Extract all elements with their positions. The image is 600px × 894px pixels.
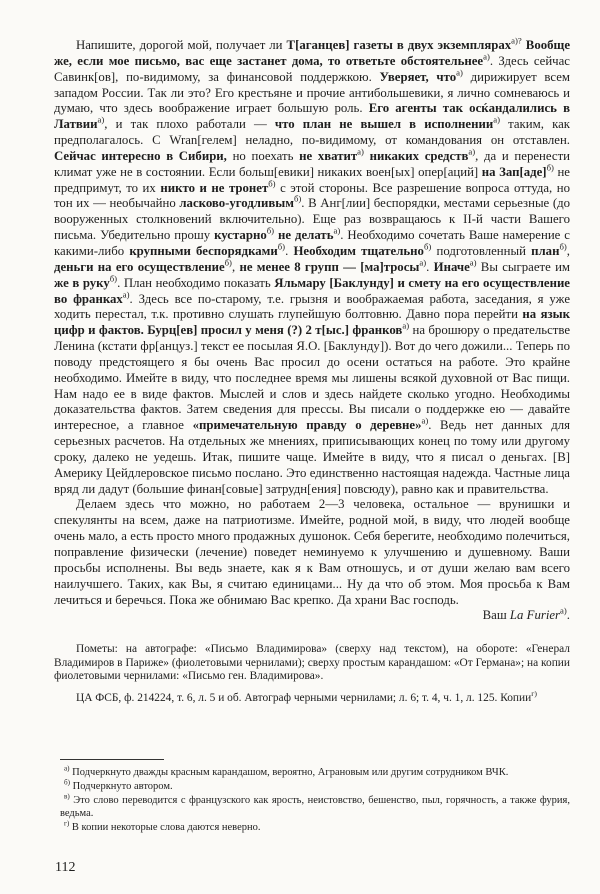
footnote-ref: г) — [531, 689, 537, 699]
text-run: Напишите, дорогой мой, получает ли — [76, 38, 287, 52]
footnote-ref: б) — [546, 162, 554, 173]
text-run: . Здесь все по-старому, т.е. грызня и воображаемая работа, заседания, я уже ходить перестал, т.к. противно слушать глупейшую болтовню. Давно пора перейти — [54, 291, 570, 322]
footnote-divider — [60, 759, 164, 760]
footnote-mark: в) — [64, 792, 70, 801]
footnote — [60, 821, 570, 834]
text-run: . Необходимо сочетать Ваше намерение с какими-либо — [54, 228, 570, 258]
text-run: . В Анг[лии] беспорядки, местами серьезные (до вооруженных столкновений включительно). Еще раз возвращаюсь к II-й части Вашего письма. Убедительно прошу — [54, 196, 570, 243]
footnote-text: Это слово переводится с французского как ярость, неистовство, бешенство, пыл, горячность, а также фурия, ведьма. — [60, 795, 570, 819]
emphasized-text: кустарно — [214, 228, 267, 243]
footnotes — [60, 766, 570, 835]
emphasized-text: на язык цифр и фактов. Бурц[ев] просил у меня (?) 2 т[ыс.] франков — [54, 307, 571, 338]
emphasized-text: Необходим тщательно — [293, 243, 424, 258]
footnote-ref: а) — [560, 606, 567, 617]
letter-paragraph-2: Делаем здесь что можно, но работаем 2—3 человека, остальное — врунишки и спекулянты на всем, даже на патриотизме. Имейте, родной мой, в виду, что людей вообще очень мало, а есть просто много продажных душонок. Себя берегите, необходимо полечиться, поправление физически (лечение) поведет неминуемо к улучшению и душевному. Ваши просьбы исполнены. Вы ведь знаете, как я к Вам отношусь, и от души желаю вам всего наилучшего. Таких, как Вы, я считаю единицами... Ну да что об этом. Моя просьба к Вам лечиться и беречься. Пока же обнимаю Вас крепко. Да храни Вас господь. — [54, 497, 570, 607]
archival-notes — [54, 643, 570, 705]
text-run: . Здесь сейчас Савинк[ов], по-видимому, за финансовой поддержкою. — [54, 53, 570, 84]
text-run: с этой стороны. Все разрешение вопроса оттуда, но тон их — необычайно — [54, 180, 570, 211]
emphasized-text: что план не вышел в исполнении — [274, 117, 494, 132]
footnote-ref: б) — [266, 225, 275, 236]
page-number: 112 — [55, 860, 76, 875]
emphasized-text: Сейчас интересно в Сибири, — [54, 148, 227, 163]
footnote-ref: а) — [357, 146, 364, 157]
footnote-text: Подчеркнуто дважды красным карандашом, вероятно, Аграновым или другим сотрудником ВЧК. — [69, 767, 509, 778]
text-run: . — [426, 259, 434, 274]
emphasized-text: Его агенты так осќандалились в Латвии — [54, 101, 570, 132]
text-run: Вы сыграете им — [476, 259, 571, 274]
emphasized-text: на Зап[аде] — [481, 164, 547, 179]
footnote-ref: а) — [421, 415, 429, 426]
text-run: , — [566, 243, 570, 258]
emphasized-text: не делать — [278, 228, 334, 243]
footnote-text: В копии некоторые слова даются неверно. — [69, 822, 261, 833]
text-run: но поехать — [226, 148, 300, 163]
emphasized-text: никто и не тронет — [160, 180, 269, 195]
footnote-mark: а) — [64, 764, 70, 773]
footnote-ref: б) — [277, 241, 286, 252]
footnote-text: Подчеркнуто автором. — [70, 781, 173, 792]
emphasized-text: же в руку — [54, 275, 110, 290]
emphasized-text: Вообще же, если мое письмо, вас еще застанет дома, то ответьте обстоятельнее — [54, 38, 570, 68]
emphasized-text: никаких средств — [369, 148, 469, 163]
text-run: дирижирует всем западом России. Так ли это? Его крестьяне и прочие антибольшевики, я лично сомневаюсь и думаю, что здесь воображение играет большую роль. — [54, 69, 570, 116]
letter-body — [54, 35, 571, 705]
footnote — [60, 766, 570, 779]
emphasized-text: Иначе — [433, 259, 470, 274]
emphasized-text: Яльмару [Баклунду] и смету на его осуществление во франках — [54, 275, 570, 306]
text-run: не предпримут, то их — [54, 164, 570, 195]
emphasized-text: ласково-угодливым — [179, 196, 294, 211]
footnote — [60, 794, 570, 820]
archive-reference: ЦА ФСБ, ф. 214224, т. 6, л. 5 и об. Автограф черными чернилами; л. 6; т. 4, ч. 1, л. 125. Копии$^{г)}$ — [76, 689, 537, 705]
text-run: на брошюру о предательстве Ленина (кстати фр[анцуз.] текст ее посылая Я.О. [Баклунду]). Вот до чего дожили... Теперь по поводу предстоящего я бы очень Вас просил до осени остаться на работе. Это крайне необходимо. Имейте в виду, что последнее время мы лишены всякой духовной от Вас пищи. Нам надо ее в виде фактов. Мыслей и слов и здесь найдете сколько угодно. Необходимы доказательства фактов. Затем сведения для прессы. Вы писали о поддержке ею — давайте интересное, а главное — [54, 323, 571, 433]
footnote-mark: г) — [64, 819, 70, 828]
text-run: , — [231, 259, 240, 274]
footnote-ref: а) — [122, 289, 130, 300]
emphasized-text: план — [531, 243, 560, 258]
footnote-ref: а) — [97, 114, 105, 125]
text-run: . — [285, 243, 294, 258]
emphasized-text: не хватит — [299, 148, 358, 163]
emphasized-text: деньги на его осуществление — [54, 259, 225, 274]
footnote-ref: б) — [224, 257, 232, 268]
emphasized-text: не менее 8 групп — [ма]тросы — [239, 259, 420, 274]
footnote-ref: а) — [402, 320, 410, 331]
footnote-ref: б) — [109, 273, 118, 284]
signature-name: La Furier — [509, 608, 561, 623]
letter-paragraph-1 — [54, 35, 571, 497]
emphasized-text: Т[аганцев] газеты в двух экземплярах — [286, 38, 512, 52]
text-run: , да и перенести климат уже не в состоянии. Если больш[евики] никаких воен[ых] опер[аций] — [54, 148, 571, 179]
annotations-note: Пометы: на автографе: «Письмо Владимирова» (сверху над текстом), на обороте: «Генерал Владимиров в Париже» (фиолетовыми чернилами); сверху простым карандашом: «От Германа»; на копии фиолетовыми чернилами: «Письмо ген. Владимирова». — [54, 643, 570, 682]
footnote-ref: б) — [423, 241, 432, 252]
footnote-ref: б) — [559, 241, 567, 252]
footnote-ref: а) — [469, 257, 477, 268]
text-run: подготовленный — [431, 243, 532, 258]
text-run: . Ведь нет данных для серьезных расчетов. На отдельных же мнениях, приписывающих конец по тому или другому сроку, далеко не уедешь. Итак, пишите чаще. Имейте в виду, что я писал о деньгах. [В] Америку Цейдлеровское письмо послано. Это единственно настоящая надежда. Частные лица вряд ли дадут (большие финан[совые] затрудн[ения] повсюду), равно как и правительства. — [54, 418, 570, 496]
footnote-ref: а) — [333, 225, 341, 236]
text-run: . План необходимо показать — [117, 275, 275, 290]
footnote-ref: а) — [493, 114, 500, 125]
footnote-ref: б) — [293, 194, 302, 205]
footnote-mark: б) — [64, 778, 70, 787]
text-run: , и так плохо работали — — [104, 117, 275, 132]
footnote-ref: б) — [268, 178, 276, 189]
emphasized-text: «примечательную правду о деревне» — [192, 418, 422, 433]
emphasized-text: крупными беспорядками — [129, 243, 278, 258]
footnote — [60, 780, 570, 793]
emphasized-text: Уверяет, что — [379, 69, 457, 84]
footnote-ref: а) — [456, 67, 463, 78]
footnote-ref: а) — [468, 146, 476, 157]
text-run: таким, как предполагалось. С Wran[гелем] неладно, по-видимому, от командования он отставлен. — [54, 117, 570, 148]
footnote-ref: а) — [483, 51, 490, 62]
footnote-ref: а) — [419, 257, 427, 268]
signature: Ваш La Furier$^{а)}$. — [482, 606, 570, 623]
footnote-ref: а)? — [511, 35, 522, 46]
